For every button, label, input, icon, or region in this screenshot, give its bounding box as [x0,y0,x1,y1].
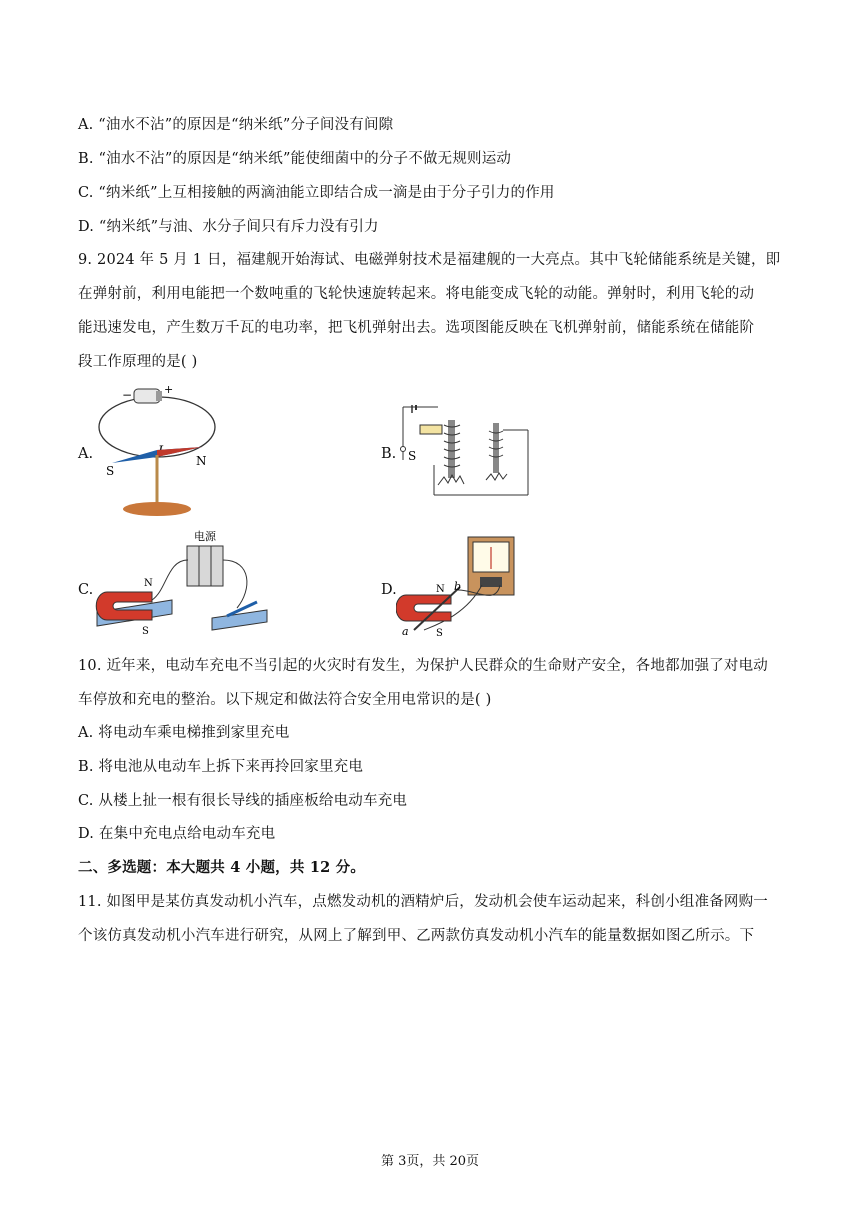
iron-core-1 [448,420,455,478]
switch-label: S [408,449,417,463]
iron-core-2 [493,423,499,473]
battery-terminal [156,391,162,401]
q9-option-b-label: B. [381,446,397,462]
magnet-n-label: N [144,578,153,589]
magnet-s-label: S [436,628,443,639]
q8-option-a: A. “油水不沾”的原因是“纳米纸”分子间没有间隙 [78,117,394,133]
q8-option-d: D. “纳米纸”与油、水分子间只有斥力没有引力 [78,219,379,235]
needle-s-label: S [106,464,115,478]
q9-line-4: 段工作原理的是( ) [78,354,198,370]
q8-option-b: B. “油水不沾”的原因是“纳米纸”能使细菌中的分子不做无规则运动 [78,151,512,167]
q10-line-2: 车停放和充电的整治。以下规定和做法符合安全用电常识的是( ) [78,692,492,708]
stand-base [123,502,191,516]
q10-option-a: A. 将电动车乘电梯推到家里充电 [78,725,290,741]
q9-line-3: 能迅速发电，产生数万千瓦的电功率，把飞机弹射出去。选项图能反映在飞机弹射前，储能系统在储能阶 [78,320,755,336]
q9-option-a-label: A. [78,446,94,462]
battery-minus: − [122,388,133,402]
wire-right [223,560,247,608]
q8-option-c: C. “纳米纸”上互相接触的两滴油能立即结合成一滴是由于分子引力的作用 [78,185,555,201]
rod-end-b-label: b [454,580,462,593]
wire-loop [99,397,215,457]
q9-figure-c-motor [92,530,277,640]
galvanometer-terminals [480,577,502,587]
q11-line-1: 11. 如图甲是某仿真发动机小汽车，点燃发动机的酒精炉后，发动机会使车运动起来，科创小组准备网购一 [78,894,768,910]
rheostat [420,425,442,434]
rod-end-a-label: a [402,625,409,638]
q9-line-2: 在弹射前，利用电能把一个数吨重的飞轮快速旋转起来。将电能变成飞轮的动能。弹射时，利用飞轮的动 [78,286,755,302]
q11-line-2: 个该仿真发动机小汽车进行研究，从网上了解到甲、乙两款仿真发动机小汽车的能量数据如图乙所示。下 [78,928,755,944]
q10-option-d: D. 在集中充电点给电动车充电 [78,826,276,842]
magnet-n-label: N [436,584,445,595]
page-footer: 第 3页，共 20页 [380,1154,480,1169]
power-source-icon [187,546,223,586]
q9-option-d-label: D. [381,582,397,598]
q10-option-b: B. 将电池从电动车上拆下来再拎回家里充电 [78,759,364,775]
needle-n-label: N [196,454,207,468]
q10-line-1: 10. 近年来，电动车充电不当引起的火灾时有发生，为保护人民群众的生命财产安全，各地都加强了对电动 [78,658,768,674]
section-heading-multiple-choice: 二、多选题：本大题共 4 小题，共 12 分。 [78,859,366,876]
q9-option-c-label: C. [78,582,94,598]
q9-figure-a-oersted [92,385,222,520]
wire-left [152,560,188,600]
horseshoe-magnet-icon [396,595,451,621]
switch-contact [401,447,406,452]
q9-line-1: 9. 2024 年 5 月 1 日，福建舰开始海试、电磁弹射技术是福建舰的一大亮点。其中飞轮储能系统是关键，即 [78,252,781,268]
switch-base [212,610,267,630]
magnet-s-label: S [142,626,149,637]
q9-figure-b-electromagnets [398,405,533,500]
battery-plus: + [164,385,174,396]
power-source-label: 电源 [194,530,216,543]
q10-option-c: C. 从楼上扯一根有很长导线的插座板给电动车充电 [78,793,408,809]
q9-figure-d-generator [396,535,521,640]
